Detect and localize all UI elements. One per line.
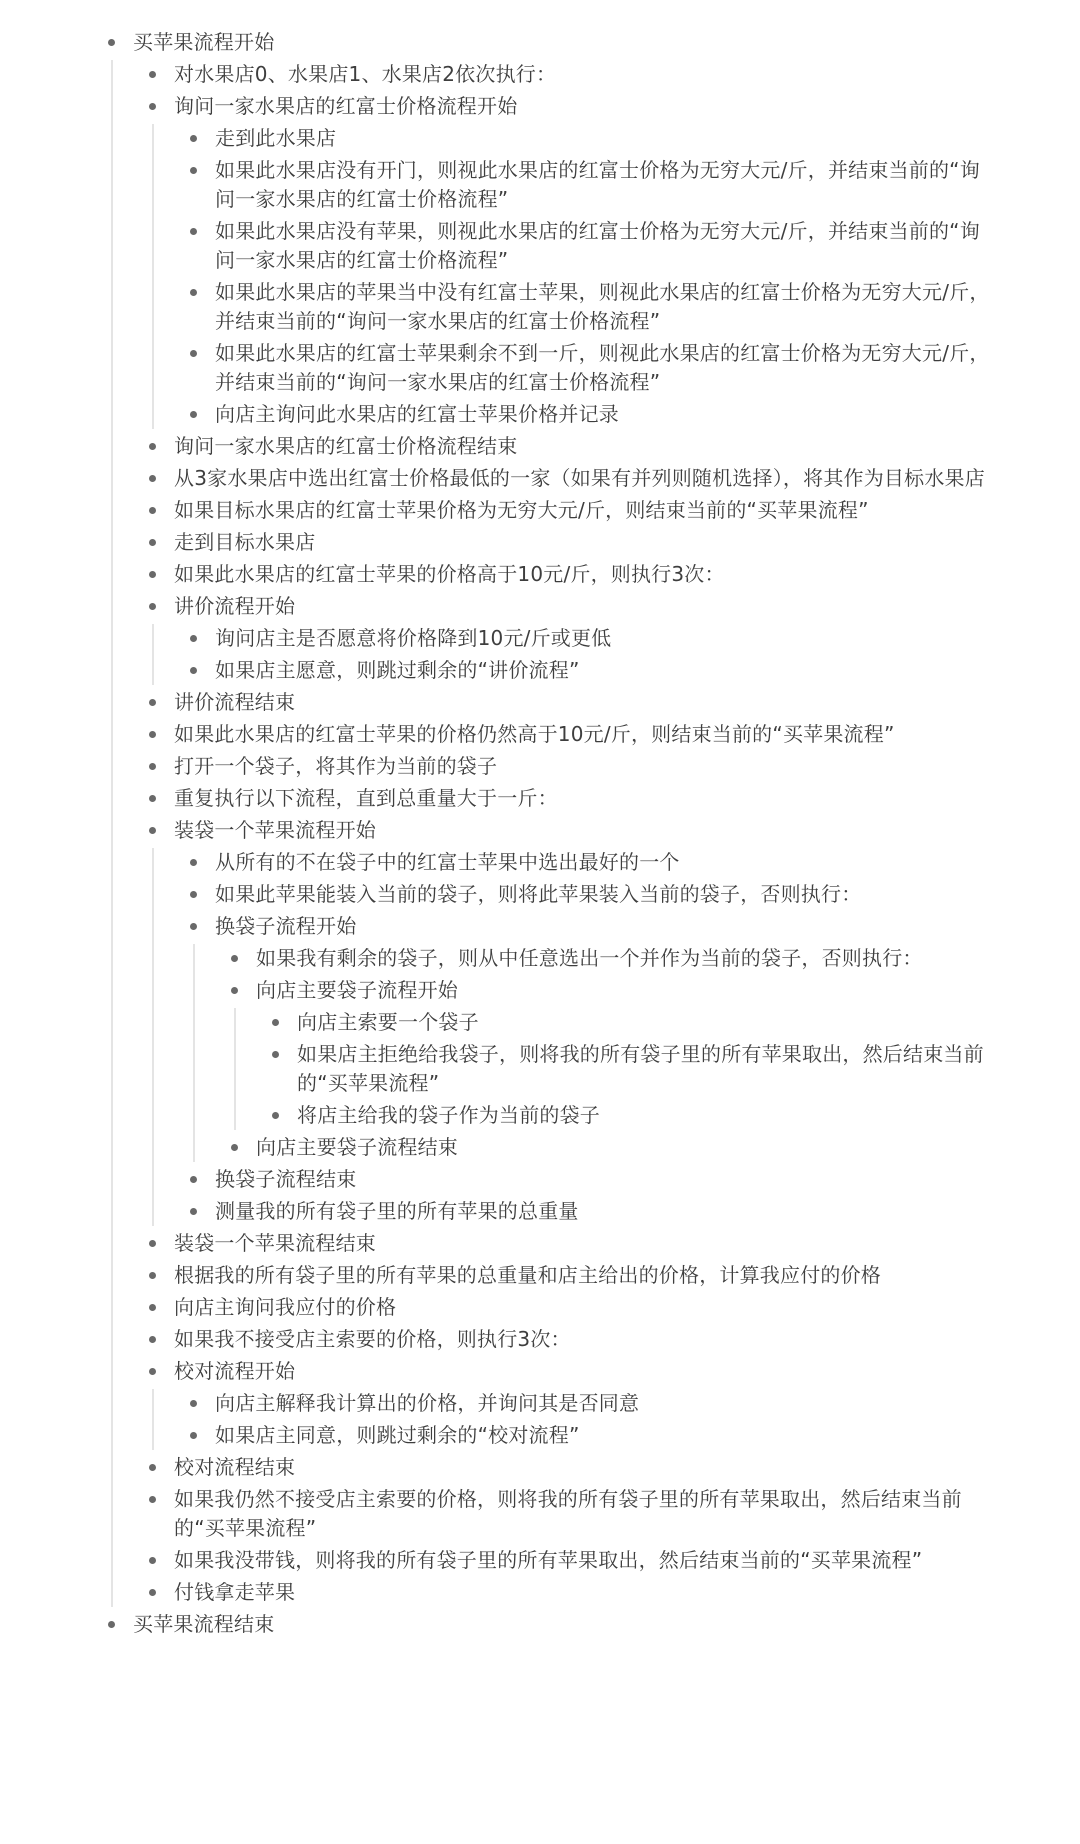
outline-item-text: 付钱拿走苹果: [174, 1580, 296, 1604]
outline-node: [149, 720, 994, 749]
bullet-icon: [190, 1208, 197, 1215]
outline-item: [149, 1357, 994, 1386]
outline-node: [190, 1197, 994, 1226]
outline-item-text: 向店主询问此水果店的红富士苹果价格并记录: [215, 402, 619, 426]
outline-node: [231, 976, 994, 1130]
outline-item-text: 如果我有剩余的袋子，则从中任意选出一个并作为当前的袋子，否则执行：: [256, 946, 923, 970]
bullet-icon: [149, 1496, 156, 1503]
outline-item-text: 从3家水果店中选出红富士价格最低的一家（如果有并列则随机选择），将其作为目标水果店: [174, 466, 985, 490]
outline-children: [234, 1008, 994, 1130]
outline-children: [193, 944, 994, 1162]
outline-item: [149, 784, 994, 813]
outline-item: [190, 656, 994, 685]
outline-item-text: 换袋子流程结束: [215, 1167, 357, 1191]
outline-item-text: 校对流程结束: [174, 1455, 296, 1479]
outline-item-text: 如果店主拒绝给我袋子，则将我的所有袋子里的所有苹果取出，然后结束当前的“买苹果流程”: [297, 1042, 984, 1095]
outline-node: [190, 912, 994, 1162]
bullet-icon: [190, 1176, 197, 1183]
outline-node: [149, 1325, 994, 1354]
outline-item-text: 如果店主愿意，则跳过剩余的“讲价流程”: [215, 658, 580, 682]
outline-item: [149, 1578, 994, 1607]
bullet-icon: [190, 923, 197, 930]
outline-item: [149, 1261, 994, 1290]
bullet-icon: [190, 667, 197, 674]
outline-item: [149, 688, 994, 717]
outline-item-text: 换袋子流程开始: [215, 914, 357, 938]
outline-node: [149, 92, 994, 429]
outline-item-text: 对水果店0、水果店1、水果店2依次执行：: [174, 62, 557, 86]
outline-item: [190, 848, 994, 877]
outline-node: [190, 217, 994, 275]
outline-node: [272, 1008, 994, 1037]
bullet-icon: [190, 289, 197, 296]
outline-item-text: 如果此水果店的红富士苹果的价格高于10元/斤，则执行3次：: [174, 562, 725, 586]
bullet-icon: [108, 1621, 115, 1628]
bullet-icon: [272, 1112, 279, 1119]
bullet-icon: [231, 1144, 238, 1151]
bullet-icon: [149, 71, 156, 78]
bullet-icon: [149, 731, 156, 738]
bullet-icon: [149, 699, 156, 706]
outline-children: [152, 624, 994, 685]
bullet-icon: [190, 635, 197, 642]
outline-item: [272, 1101, 994, 1130]
outline-node: [149, 752, 994, 781]
outline-node: [149, 1293, 994, 1322]
outline-item-text: 将店主给我的袋子作为当前的袋子: [297, 1103, 600, 1127]
outline-item: [190, 880, 994, 909]
bullet-icon: [190, 1432, 197, 1439]
bullet-icon: [190, 350, 197, 357]
outline-node: [190, 278, 994, 336]
outline-item-text: 根据我的所有袋子里的所有苹果的总重量和店主给出的价格，计算我应付的价格: [174, 1263, 881, 1287]
outline-item-text: 如果此水果店的苹果当中没有红富士苹果，则视此水果店的红富士价格为无穷大元/斤，并结束当前的“询问一家水果店的红富士价格流程”: [215, 280, 990, 333]
outline-item-text: 询问店主是否愿意将价格降到10元/斤或更低: [215, 626, 612, 650]
outline-node: [149, 1261, 994, 1290]
outline-item-text: 如果目标水果店的红富士苹果价格为无穷大元/斤，则结束当前的“买苹果流程”: [174, 498, 869, 522]
outline-node: [149, 528, 994, 557]
outline-node: [190, 656, 994, 685]
outline-item-text: 重复执行以下流程，直到总重量大于一斤：: [174, 786, 558, 810]
outline-item: [108, 1610, 994, 1639]
outline-item: [190, 1421, 994, 1450]
bullet-icon: [149, 1589, 156, 1596]
bullet-icon: [190, 167, 197, 174]
outline-item: [149, 1293, 994, 1322]
outline-item-text: 买苹果流程结束: [133, 1612, 275, 1636]
outline-item: [190, 912, 994, 941]
outline-item-text: 向店主索要一个袋子: [297, 1010, 479, 1034]
bullet-icon: [149, 507, 156, 514]
bullet-icon: [231, 955, 238, 962]
outline-item-text: 如果我没带钱，则将我的所有袋子里的所有苹果取出，然后结束当前的“买苹果流程”: [174, 1548, 923, 1572]
outline-item: [190, 278, 994, 336]
outline-item: [231, 1133, 994, 1162]
outline-item: [272, 1008, 994, 1037]
outline-item-text: 讲价流程开始: [174, 594, 296, 618]
bullet-icon: [149, 571, 156, 578]
outline-item-text: 向店主解释我计算出的价格，并询问其是否同意: [215, 1391, 640, 1415]
outline-item-text: 询问一家水果店的红富士价格流程开始: [174, 94, 518, 118]
bullet-icon: [149, 1272, 156, 1279]
bullet-icon: [190, 228, 197, 235]
outline-item-text: 走到目标水果店: [174, 530, 316, 554]
outline-item: [149, 464, 994, 493]
outline-item: [108, 28, 994, 57]
outline-item-text: 询问一家水果店的红富士价格流程结束: [174, 434, 518, 458]
outline-children: [152, 1389, 994, 1450]
outline-node: [190, 124, 994, 153]
bullet-icon: [149, 1368, 156, 1375]
outline-item: [190, 1197, 994, 1226]
outline-item: [190, 339, 994, 397]
outline-item-text: 如果此水果店没有开门，则视此水果店的红富士价格为无穷大元/斤，并结束当前的“询问一家水果店的红富士价格流程”: [215, 158, 980, 211]
outline-node: [149, 1357, 994, 1450]
outline-node: [149, 464, 994, 493]
outline-item: [149, 1453, 994, 1482]
outline-node: [149, 60, 994, 89]
bullet-icon: [190, 411, 197, 418]
outline-node: [149, 1485, 994, 1543]
outline-item-text: 装袋一个苹果流程开始: [174, 818, 376, 842]
outline-item: [149, 60, 994, 89]
bullet-icon: [190, 859, 197, 866]
outline-item: [149, 720, 994, 749]
outline-node: [149, 1453, 994, 1482]
bullet-icon: [149, 475, 156, 482]
outline-item: [149, 528, 994, 557]
bullet-icon: [149, 1304, 156, 1311]
outline-item: [231, 976, 994, 1005]
outline-node: [149, 496, 994, 525]
bullet-icon: [108, 39, 115, 46]
outline-node: [231, 944, 994, 973]
bullet-icon: [190, 135, 197, 142]
outline-item: [190, 624, 994, 653]
bullet-icon: [149, 1240, 156, 1247]
outline-children: [111, 60, 994, 1607]
outline-item: [190, 400, 994, 429]
outline-item: [190, 1165, 994, 1194]
outline-item: [149, 560, 994, 589]
outline-node: [190, 624, 994, 653]
outline-item: [149, 752, 994, 781]
outline-node: [190, 156, 994, 214]
bullet-icon: [190, 1400, 197, 1407]
bullet-icon: [149, 763, 156, 770]
outline-item: [149, 1546, 994, 1575]
outline-node: [272, 1101, 994, 1130]
outline-item: [190, 124, 994, 153]
bullet-icon: [149, 795, 156, 802]
outline-node: [149, 592, 994, 685]
outline-item-text: 走到此水果店: [215, 126, 337, 150]
outline-item-text: 装袋一个苹果流程结束: [174, 1231, 376, 1255]
outline-item-text: 如果我不接受店主索要的价格，则执行3次：: [174, 1327, 571, 1351]
outline-node: [108, 28, 994, 1607]
outline-item-text: 校对流程开始: [174, 1359, 296, 1383]
bullet-icon: [231, 987, 238, 994]
outline-item: [190, 1389, 994, 1418]
outline-node: [190, 1389, 994, 1418]
outline-item: [190, 217, 994, 275]
bullet-icon: [272, 1051, 279, 1058]
outline-item-text: 如果此水果店的红富士苹果剩余不到一斤，则视此水果店的红富士价格为无穷大元/斤，并结束当前的“询问一家水果店的红富士价格流程”: [215, 341, 990, 394]
outline-item: [190, 156, 994, 214]
outline-node: [149, 1578, 994, 1607]
bullet-icon: [149, 1464, 156, 1471]
bullet-icon: [149, 1557, 156, 1564]
outline-item: [231, 944, 994, 973]
outline-node: [149, 1229, 994, 1258]
outline-item: [149, 496, 994, 525]
outline-node: [149, 1546, 994, 1575]
outline-node: [231, 1133, 994, 1162]
outline-node: [190, 880, 994, 909]
outline-item: [149, 1229, 994, 1258]
bullet-icon: [149, 443, 156, 450]
outline-node: [190, 339, 994, 397]
outline-item: [149, 592, 994, 621]
outline-item: [149, 816, 994, 845]
outline-node: [190, 1165, 994, 1194]
outline-item-text: 买苹果流程开始: [133, 30, 275, 54]
outline-node: [108, 1610, 994, 1639]
outline-children: [152, 848, 994, 1226]
bullet-icon: [149, 827, 156, 834]
outline-node: [190, 400, 994, 429]
outline-item: [272, 1040, 994, 1098]
outline-item-text: 测量我的所有袋子里的所有苹果的总重量: [215, 1199, 579, 1223]
outline-item-text: 向店主询问我应付的价格: [174, 1295, 397, 1319]
outline-node: [190, 1421, 994, 1450]
outline-item: [149, 1485, 994, 1543]
outline-item: [149, 432, 994, 461]
outline-item-text: 向店主要袋子流程结束: [256, 1135, 458, 1159]
bullet-icon: [190, 891, 197, 898]
bullet-icon: [149, 539, 156, 546]
outline-children: [152, 124, 994, 429]
outline-item-text: 如果店主同意，则跳过剩余的“校对流程”: [215, 1423, 580, 1447]
bullet-icon: [272, 1019, 279, 1026]
outline-item: [149, 92, 994, 121]
outline-item-text: 打开一个袋子，将其作为当前的袋子: [174, 754, 498, 778]
outline-item-text: 从所有的不在袋子中的红富士苹果中选出最好的一个: [215, 850, 680, 874]
outline-node: [149, 560, 994, 589]
outline-item-text: 向店主要袋子流程开始: [256, 978, 458, 1002]
outline-item-text: 如果此苹果能装入当前的袋子，则将此苹果装入当前的袋子，否则执行：: [215, 882, 862, 906]
outline-node: [149, 816, 994, 1226]
outline-node: [190, 848, 994, 877]
outline-item-text: 如果此水果店没有苹果，则视此水果店的红富士价格为无穷大元/斤，并结束当前的“询问一家水果店的红富士价格流程”: [215, 219, 980, 272]
outline-item-text: 如果我仍然不接受店主索要的价格，则将我的所有袋子里的所有苹果取出，然后结束当前的“买苹果流程”: [174, 1487, 962, 1540]
outline-item-text: 如果此水果店的红富士苹果的价格仍然高于10元/斤，则结束当前的“买苹果流程”: [174, 722, 895, 746]
outline-node: [149, 688, 994, 717]
bullet-icon: [149, 603, 156, 610]
outline-node: [149, 432, 994, 461]
bullet-icon: [149, 103, 156, 110]
bullet-icon: [149, 1336, 156, 1343]
outline-item: [149, 1325, 994, 1354]
outline-node: [272, 1040, 994, 1098]
outline-item-text: 讲价流程结束: [174, 690, 296, 714]
outline-node: [149, 784, 994, 813]
